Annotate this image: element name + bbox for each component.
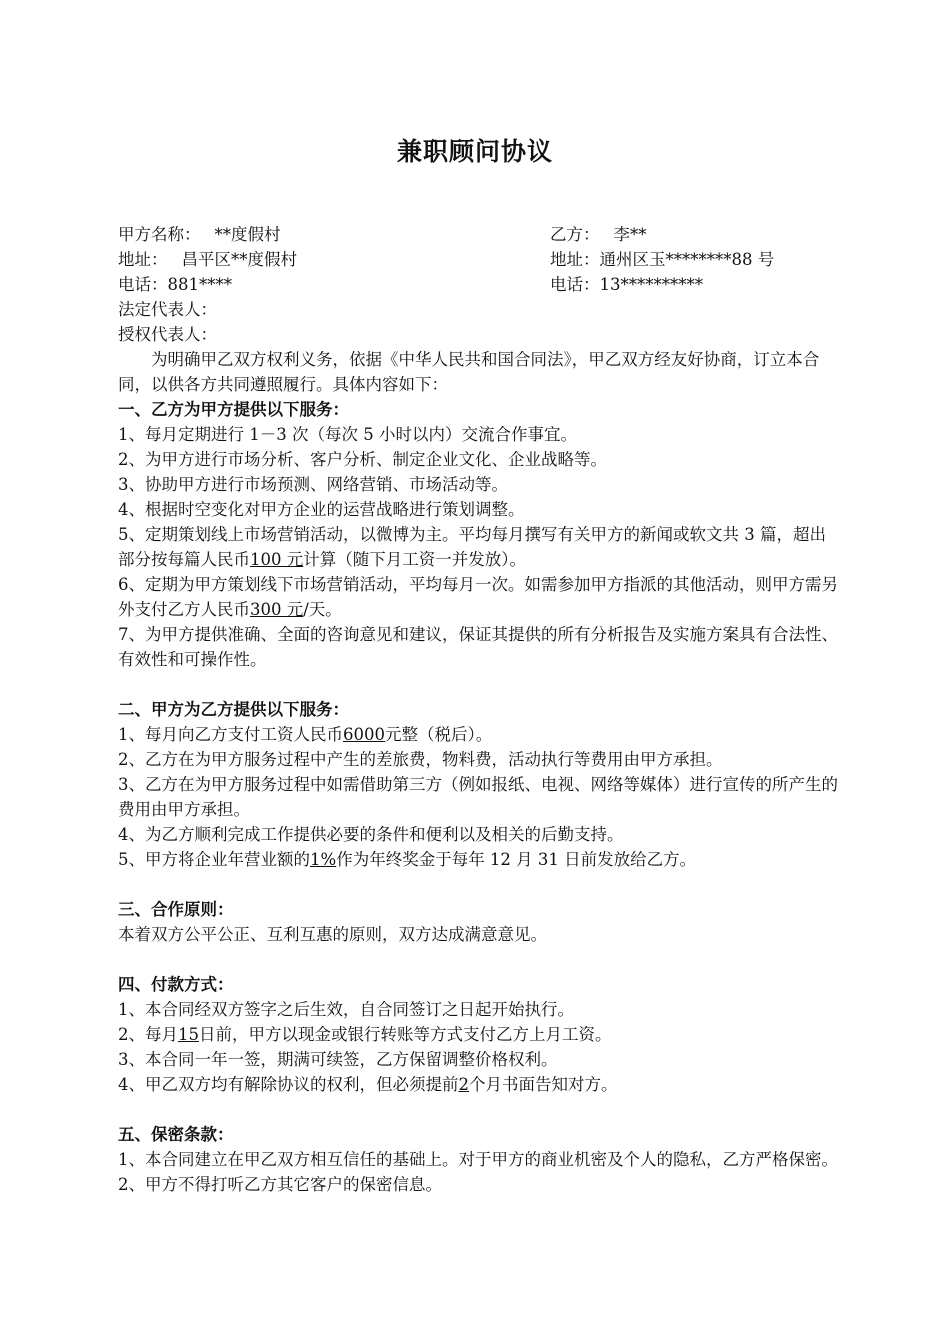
section2-item [118, 722, 838, 747]
spacer [118, 947, 838, 972]
party-b-name-value: 李** [613, 225, 647, 244]
section1-item5-pre: 5、定期策划线上市场营销活动，以微博为主。平均每月撰写有关甲方的新闻或软文共 3 篇，超出部分按每篇人民币 [118, 525, 826, 569]
section1-item [118, 522, 838, 572]
contract-body [118, 347, 838, 1197]
party-a-phone [118, 272, 232, 297]
section1-item6-amount: 300 元 [250, 600, 304, 619]
legal-rep-label: 法定代表人： [118, 300, 217, 319]
section1-item5-post: 计算（随下月工资一并发放）。 [303, 550, 526, 569]
party-b-name-label: 乙方： [550, 225, 600, 244]
party-a-name-label: 甲方名称： [118, 225, 201, 244]
party-a-address-label: 地址： [118, 250, 168, 269]
section1-item: 1、每月定期进行 1－3 次（每次 5 小时以内）交流合作事宜。 [118, 425, 577, 444]
section1-item: 4、根据时空变化对甲方企业的运营战略进行策划调整。 [118, 500, 525, 519]
party-a-address-value: 昌平区**度假村 [181, 250, 297, 269]
section3-text: 本着双方公平公正、互利互惠的原则，双方达成满意意见。 [118, 925, 547, 944]
section1-item6-post: /天。 [303, 600, 342, 619]
party-a-name-value: **度假村 [214, 225, 281, 244]
party-phone-row [118, 272, 838, 297]
auth-rep-label: 授权代表人： [118, 325, 217, 344]
party-b-name [550, 222, 647, 247]
legal-rep-row [118, 297, 838, 322]
section2-item: 3、乙方在为甲方服务过程中如需借助第三方（例如报纸、电视、网络等媒体）进行宣传的所产生的费用由甲方承担。 [118, 775, 838, 819]
section4-item4-num: 2 [458, 1075, 469, 1094]
section1-heading: 一、乙方为甲方提供以下服务： [118, 400, 349, 419]
party-b-phone [550, 272, 703, 297]
section4-item2-pre: 2、每月 [118, 1025, 178, 1044]
section5-item: 2、甲方不得打听乙方其它客户的保密信息。 [118, 1175, 442, 1194]
party-name-row [118, 222, 838, 247]
section1-item: 3、协助甲方进行市场预测、网络营销、市场活动等。 [118, 475, 508, 494]
spacer [118, 672, 838, 697]
section2-heading: 二、甲方为乙方提供以下服务： [118, 700, 349, 719]
section4-item4-post: 个月书面告知对方。 [469, 1075, 618, 1094]
auth-rep-row [118, 322, 838, 347]
section4-item2-day: 15 [178, 1025, 199, 1044]
section3-heading: 三、合作原则： [118, 900, 234, 919]
section4-item: 3、本合同一年一签，期满可续签，乙方保留调整价格权利。 [118, 1050, 558, 1069]
section2-item: 2、乙方在为甲方服务过程中产生的差旅费，物料费，活动执行等费用由甲方承担。 [118, 750, 723, 769]
section2-item5-pre: 5、甲方将企业年营业额的 [118, 850, 310, 869]
party-a-phone-label: 电话： [118, 275, 168, 294]
section1-item: 7、为甲方提供准确、全面的咨询意见和建议，保证其提供的所有分析报告及实施方案具有合法性、有效性和可操作性。 [118, 625, 838, 669]
section4-item4-pre: 4、甲乙双方均有解除协议的权利，但必须提前 [118, 1075, 459, 1094]
section4-item [118, 1072, 838, 1097]
party-b-phone-label: 电话： [550, 275, 600, 294]
party-b-address [550, 247, 774, 272]
party-info [118, 222, 838, 347]
section2-item1-pre: 1、每月向乙方支付工资人民币 [118, 725, 343, 744]
spacer [118, 1097, 838, 1122]
section2-item5-post: 作为年终奖金于每年 12 月 31 日前发放给乙方。 [336, 850, 697, 869]
section2-item: 4、为乙方顺利完成工作提供必要的条件和便利以及相关的后勤支持。 [118, 825, 624, 844]
section4-heading: 四、付款方式： [118, 975, 234, 994]
party-a-phone-value: 881**** [167, 275, 232, 294]
party-b-address-label: 地址： [550, 250, 600, 269]
party-address-row [118, 247, 838, 272]
section1-item [118, 572, 838, 622]
intro-paragraph: 为明确甲乙双方权利义务，依据《中华人民共和国合同法》，甲乙双方经友好协商，订立本合同，以供各方共同遵照履行。具体内容如下： [118, 350, 820, 394]
section4-item2-post: 日前，甲方以现金或银行转账等方式支付乙方上月工资。 [199, 1025, 612, 1044]
section2-item [118, 847, 838, 872]
section1-item6-pre: 6、定期为甲方策划线下市场营销活动，平均每月一次。如需参加甲方指派的其他活动，则甲方需另外支付乙方人民币 [118, 575, 838, 619]
section4-item: 1、本合同经双方签字之后生效，自合同签订之日起开始执行。 [118, 1000, 574, 1019]
document-title: 兼职顾问协议 [396, 137, 553, 166]
spacer [118, 872, 838, 897]
party-b-address-value: 通州区玉********88 号 [599, 250, 775, 269]
section4-item [118, 1022, 838, 1047]
section2-item1-amount: 6000 [343, 725, 385, 744]
party-a-address [118, 247, 297, 272]
section2-item5-pct: 1% [310, 850, 337, 869]
party-a-name [118, 222, 281, 247]
section1-item: 2、为甲方进行市场分析、客户分析、制定企业文化、企业战略等。 [118, 450, 607, 469]
party-b-phone-value: 13********** [599, 275, 703, 294]
section5-item: 1、本合同建立在甲乙双方相互信任的基础上。对于甲方的商业机密及个人的隐私，乙方严格保密。 [118, 1150, 838, 1169]
section2-item1-post: 元整（税后）。 [385, 725, 493, 744]
section1-item5-amount: 100 元 [250, 550, 304, 569]
section5-heading: 五、保密条款： [118, 1125, 234, 1144]
